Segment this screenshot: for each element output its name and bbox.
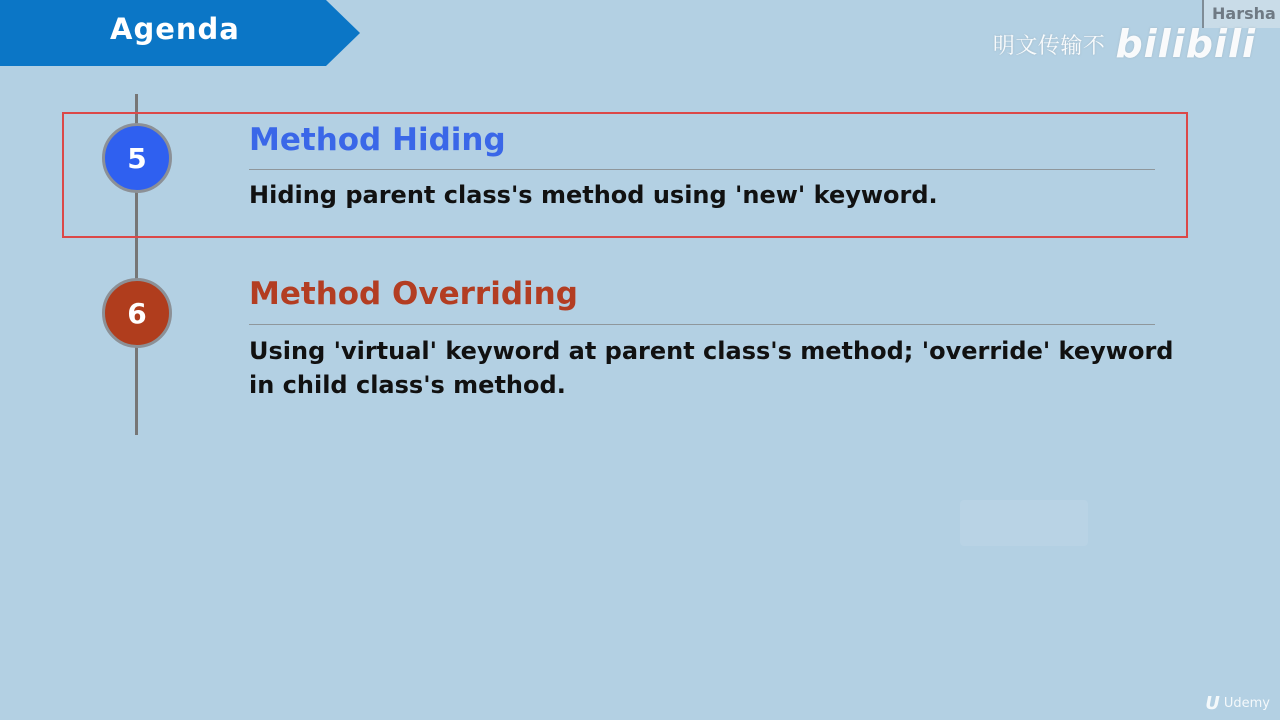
faint-overlay	[960, 500, 1088, 546]
agenda-item-5-title: Method Hiding	[249, 122, 506, 158]
udemy-logo-icon: U	[1205, 693, 1220, 714]
author-name: Harsha	[1212, 4, 1276, 23]
agenda-item-5-description: Hiding parent class's method using 'new' keyword.	[249, 181, 938, 209]
agenda-number-5: 5	[102, 123, 172, 193]
watermark	[993, 22, 1256, 66]
footer-brand-text: Udemy	[1223, 696, 1270, 711]
agenda-item-6-description: Using 'virtual' keyword at parent class's method; 'override' keyword in child class's method.	[249, 337, 1174, 399]
divider-5	[249, 169, 1155, 170]
divider-6	[249, 324, 1155, 325]
banner-title: Agenda	[110, 12, 240, 46]
bilibili-logo-icon: bilibili	[1115, 22, 1256, 66]
agenda-number-6: 6	[102, 278, 172, 348]
footer-brand	[1205, 693, 1270, 714]
watermark-text: 明文传输不	[992, 33, 1106, 59]
highlight-box	[62, 112, 1188, 238]
agenda-item-6-title: Method Overriding	[249, 276, 578, 312]
